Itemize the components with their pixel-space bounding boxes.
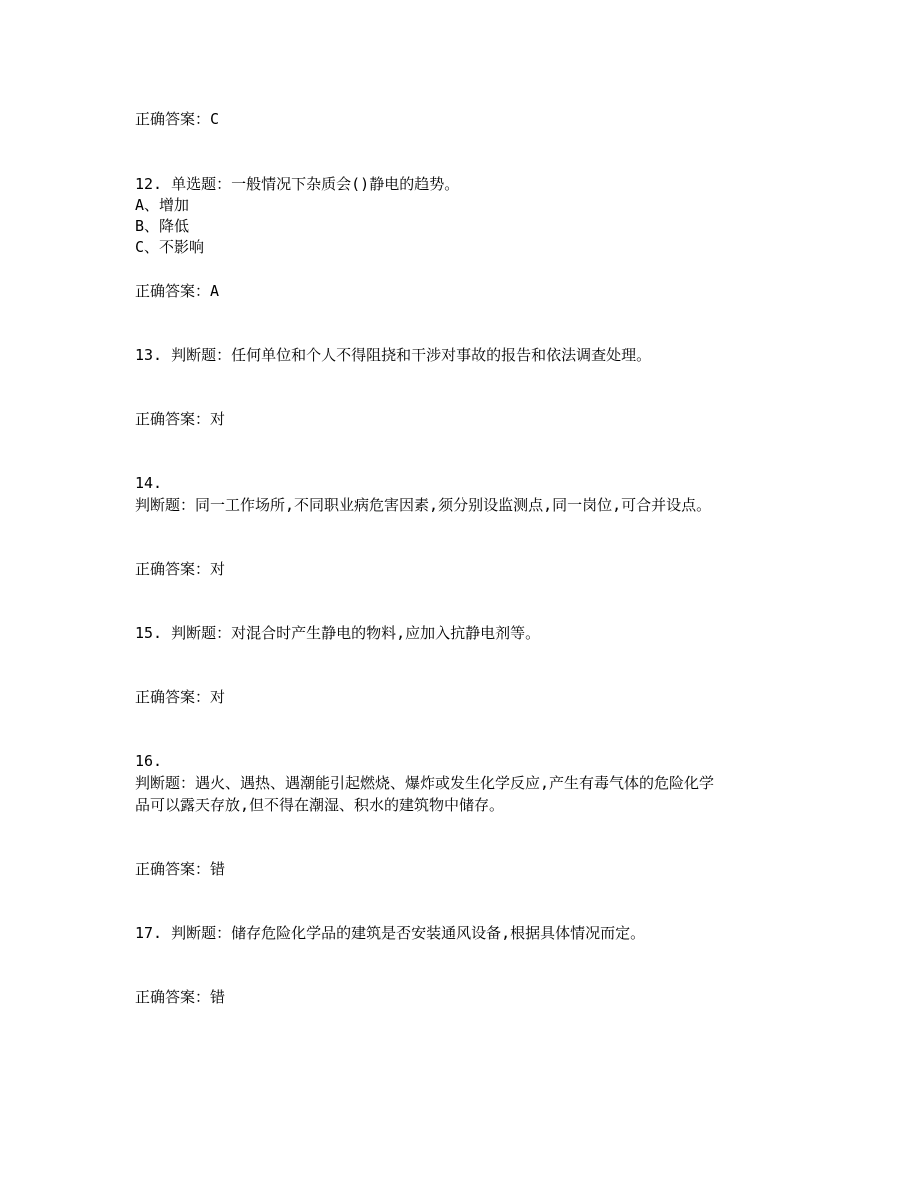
question-text: 任何单位和个人不得阻挠和干涉对事故的报告和依法调查处理。 [231, 346, 652, 364]
question-line [135, 772, 714, 794]
question-line [135, 173, 459, 195]
answer-prefix: 正确答案： [135, 282, 211, 300]
question-line [135, 922, 645, 944]
question-number: 13. [135, 346, 163, 364]
question-type: 判断题： [171, 624, 232, 642]
answer-prefix: 正确答案： [135, 988, 211, 1006]
answer-line [135, 108, 219, 130]
question-number: 14. [135, 474, 163, 492]
answer-value: A [210, 282, 220, 300]
question-line [135, 494, 711, 516]
answer-value: 对 [210, 410, 226, 428]
option-b: B、降低 [135, 217, 190, 235]
answer-line [135, 408, 225, 430]
answer-prefix: 正确答案： [135, 860, 211, 878]
question-line [135, 344, 651, 366]
question-text: 一般情况下杂质会()静电的趋势。 [231, 175, 460, 193]
question-type: 判断题： [135, 496, 196, 514]
question-number: 15. [135, 624, 163, 642]
answer-line [135, 280, 219, 302]
answer-line [135, 558, 225, 580]
answer-prefix: 正确答案： [135, 110, 211, 128]
question-number: 12. [135, 175, 163, 193]
answer-value: 对 [210, 560, 226, 578]
answer-line [135, 686, 225, 708]
question-text-line-2: 品可以露天存放,但不得在潮湿、积水的建筑物中储存。 [135, 796, 505, 814]
question-type: 判断题： [171, 924, 232, 942]
answer-value: 对 [210, 688, 226, 706]
answer-prefix: 正确答案： [135, 688, 211, 706]
answer-prefix: 正确答案： [135, 410, 211, 428]
answer-value: C [210, 110, 220, 128]
option-c: C、不影响 [135, 238, 205, 256]
question-text-line-1: 遇火、遇热、遇潮能引起燃烧、爆炸或发生化学反应,产生有毒气体的危险化学 [195, 774, 715, 792]
question-text: 对混合时产生静电的物料,应加入抗静电剂等。 [231, 624, 541, 642]
answer-line [135, 986, 225, 1008]
option-a: A、增加 [135, 196, 190, 214]
question-type: 判断题： [135, 774, 196, 792]
question-type: 单选题： [171, 175, 232, 193]
answer-value: 错 [210, 988, 226, 1006]
question-number: 16. [135, 752, 163, 770]
answer-prefix: 正确答案： [135, 560, 211, 578]
answer-value: 错 [210, 860, 226, 878]
answer-line [135, 858, 225, 880]
question-text: 储存危险化学品的建筑是否安装通风设备,根据具体情况而定。 [231, 924, 646, 942]
question-type: 判断题： [171, 346, 232, 364]
question-text: 同一工作场所,不同职业病危害因素,须分别设监测点,同一岗位,可合并设点。 [195, 496, 712, 514]
question-line [135, 622, 540, 644]
question-number: 17. [135, 924, 163, 942]
